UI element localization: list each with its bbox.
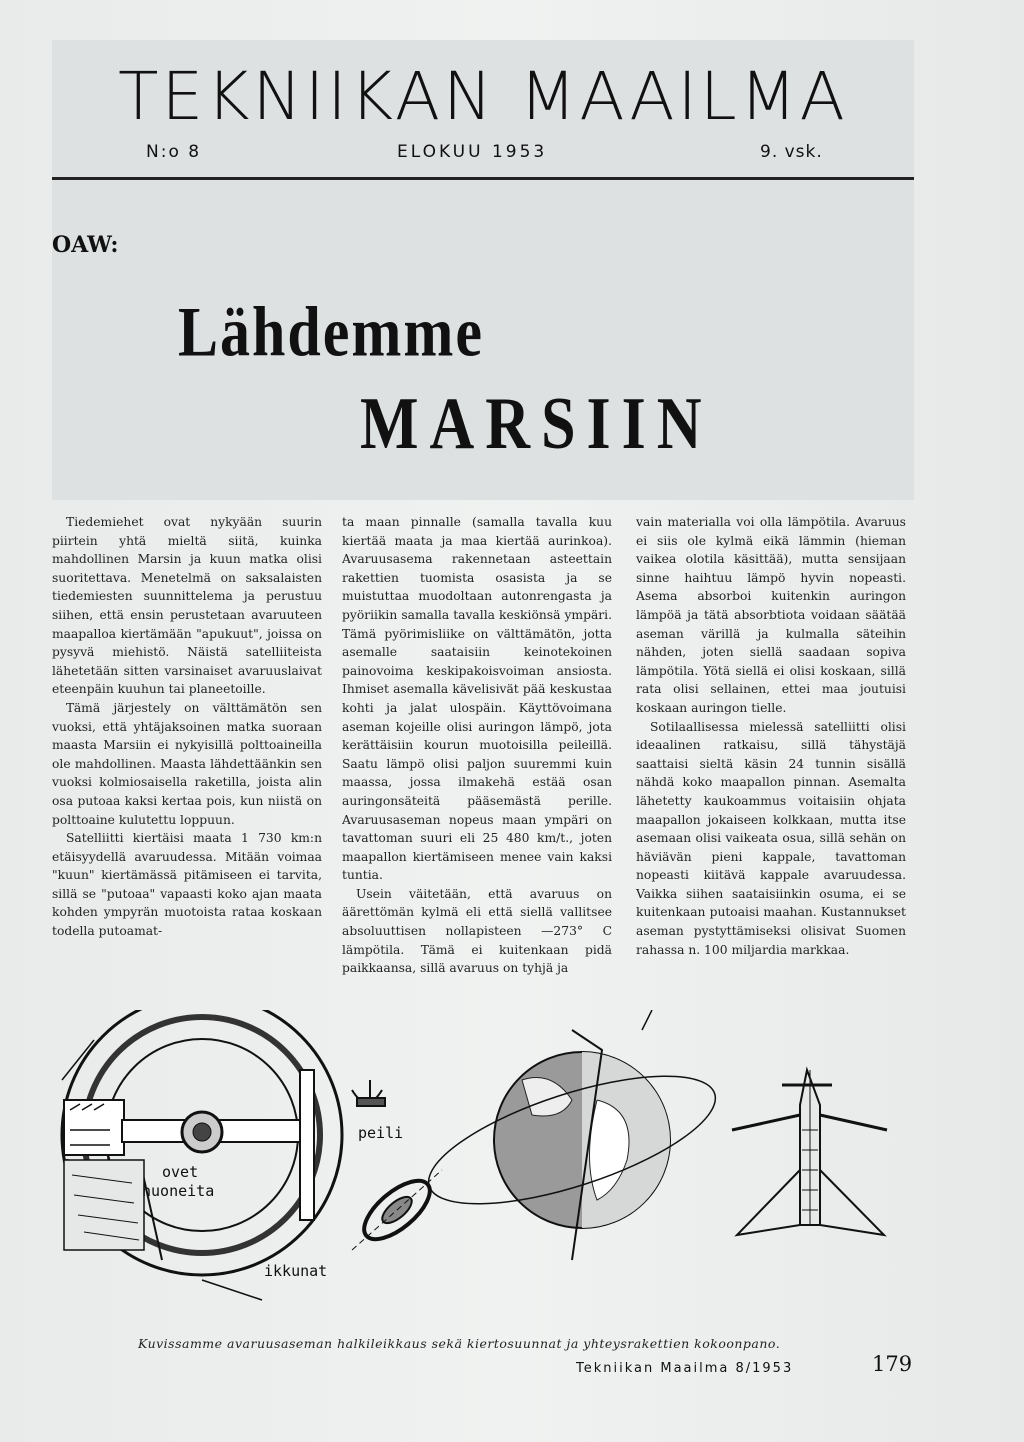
paragraph: Tiedemiehet ovat nykyään suurin piirtein yhtä mieltä siitä, kuinka mahdollinen Marsin ja kuun matka olisi suoritettava. Menetelmä on saksalaisten tiedemiesten suunnittelema ja perustuu siihen, että ensin perustetaan avaruuteen maapalloa kiertämään "apukuut", joissa on pysyvä miehistö. Näistä satelliiteista lähetetään sitten varsinaiset avaruuslaivat eteenpäin kuuhun tai planeetoille. <box>52 515 322 697</box>
article-column-3 <box>636 513 906 959</box>
article-kicker: OAW: <box>52 232 119 258</box>
masthead-rule <box>52 177 914 180</box>
label-mirror: peili <box>358 1124 404 1142</box>
paragraph: ta maan pinnalle (samalla tavalla kuu kiertää maata ja maa kiertää aurinkoa). Avaruusasema rakennetaan asteettain rakettien tuomista osasista ja se muistuttaa muodoltaan autonrengasta ja pyöriikin samalla tavalla keskiönsä ympäri. Tämä pyörimisliike on välttämätön, jotta asemalle saataisiin keinotekoinen painovoima keskipakoisvoiman ansiosta. Ihmiset asemalla kävelisivät pää keskustaa kohti ja jalat ulospäin. Käyttövoimana aseman kojeille olisi auringon lämpö, jota kerättäisiin kourun muotoisilla peileillä. Saatu lämpö olisi paljon suuremmi kuin maassa, jossa ilmakehä estää osan auringonsäteitä pääsemästä perille. Avaruusaseman nopeus maan ympäri on tavattoman suuri eli 25 480 km/t., joten maapallon kiertämiseen menee vain kaksi tuntia. <box>342 515 612 883</box>
footer-publication: Tekniikan Maailma 8/1953 <box>576 1361 794 1376</box>
earth-orbit-drawing <box>415 1010 729 1260</box>
label-doors-line-1: ovet <box>162 1163 199 1181</box>
paragraph: Tämä järjestely on välttämätön sen vuoksi, että yhtäjaksoinen matka suoraan maasta Marsiin ei nykyisillä polttoaineilla ole mahdollinen. Maasta lähdettäänkin sen vuoksi kolmiosaisella raketilla, joista alin osa putoaa kaksi kertaa pois, kun niistä on polttoaine kulutettu loppuun. <box>52 700 322 827</box>
station-cutaway-drawing <box>62 1010 342 1300</box>
headline-line-1: Lähdemme <box>178 293 484 372</box>
label-doors-line-2: huoneita <box>142 1182 215 1200</box>
paragraph: vain materialla voi olla lämpötila. Avaruus ei siis ole kylmä eikä lämmin (hieman vaikea olotila käsittää), mutta sensijaan sinne haihtuu lämpö hyvin nopeasti. Asema absorboi kuitenkin auringon lämpöä ja tätä absorbtiota voidaan säätää aseman värillä ja kulmalla säteihin nähden, joten siellä saadaan sopiva lämpötila. Yötä siellä ei olisi koskaan, sillä rata olisi sellainen, ettei maa joutuisi koskaan auringon tielle. <box>636 515 906 715</box>
issue-number: N:o 8 <box>146 142 202 162</box>
mirror-detail-drawing <box>352 1080 385 1106</box>
paragraph: Sotilaallisessa mielessä satelliitti olisi ideaalinen ratkaisu, sillä tähystäjä saattaisi sieltä käsin 24 tunnin sisällä nähdä koko maapallon pinnan. Asemalta lähetetty kaukoammus voitaisiin ohjata maapallon jokaiseen kolkkaan, mutta itse asemaan olisi vaikeata osua, sillä sehän on häviävän pieni kappale, tavattoman nopeasti kiitävä kappale avaruudessa. Vaikka siihen saataisiinkin osuma, ei se kuitenkaan putoaisi maahan. Kustannukset aseman pystyttämiseksi olisivat Suomen rahassa n. 100 miljardia markkaa. <box>636 719 906 957</box>
ferry-rocket-drawing <box>732 1070 887 1235</box>
magazine-title: TEKNIIKAN MAAILMA <box>118 58 848 135</box>
headline-line-2: MARSIIN <box>360 383 713 465</box>
space-station-illustration <box>52 1010 932 1340</box>
issue-date: ELOKUU 1953 <box>397 142 548 162</box>
page-number: 179 <box>872 1352 913 1376</box>
paragraph: Satelliitti kiertäisi maata 1 730 km:n etäisyydellä avaruudessa. Mitään voimaa "kuun" kiertämässä pitämiseen ei tarvita, sillä se "putoaa" vapaasti koko ajan maata kohden ympyrän muotoista rataa koskaan todella putoamat- <box>52 831 322 939</box>
article-column-2 <box>342 513 612 978</box>
article-column-1 <box>52 513 322 941</box>
paragraph: Usein väitetään, että avaruus on äärettömän kylmä eli että siellä vallitsee absoluuttisen nollapisteen —273° C lämpötila. Tämä ei kuitenkaan pidä paikkaansa, sillä avaruus on tyhjä ja <box>342 886 612 976</box>
label-windows: ikkunat <box>264 1262 328 1280</box>
figure-caption: Kuvissamme avaruusaseman halkileikkaus sekä kiertosuunnat ja yhteysrakettien kokoonpano. <box>138 1336 781 1351</box>
volume: 9. vsk. <box>760 142 823 162</box>
